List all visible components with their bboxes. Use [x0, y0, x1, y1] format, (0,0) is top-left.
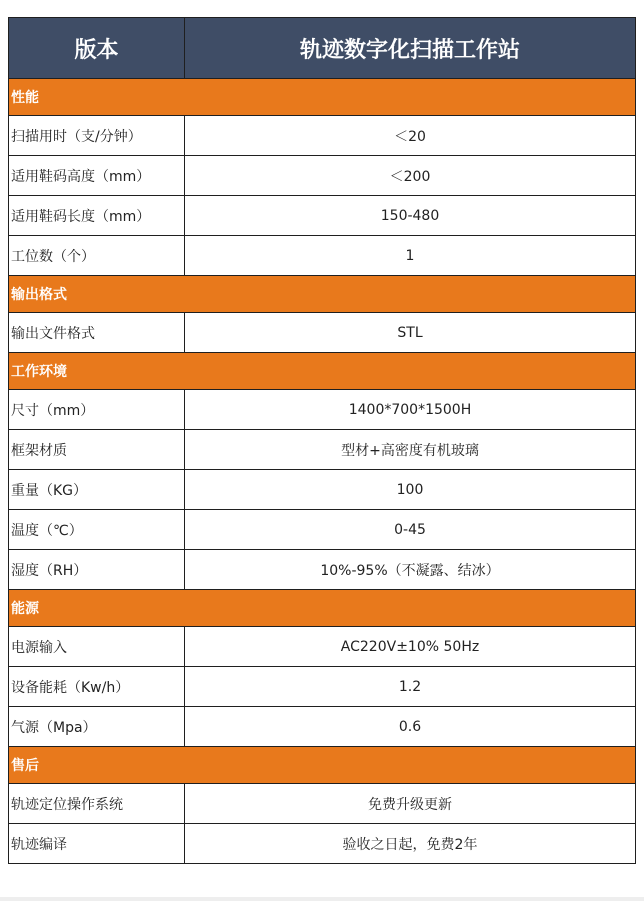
row-value: 150-480 — [185, 196, 636, 236]
row-label: 工位数（个） — [9, 236, 185, 276]
section-title: 性能 — [9, 79, 636, 116]
table-row — [9, 824, 636, 864]
row-value: 1400*700*1500H — [185, 390, 636, 430]
table-row — [9, 196, 636, 236]
row-value: ＜20 — [185, 116, 636, 156]
row-value: AC220V±10% 50Hz — [185, 627, 636, 667]
row-value: 10%-95%（不凝露、结冰） — [185, 550, 636, 590]
row-label: 湿度（RH） — [9, 550, 185, 590]
row-label: 温度（℃） — [9, 510, 185, 550]
table-row — [9, 430, 636, 470]
table-row — [9, 236, 636, 276]
row-value: 0-45 — [185, 510, 636, 550]
table-row — [9, 156, 636, 196]
row-value: 免费升级更新 — [185, 784, 636, 824]
row-label: 扫描用时（支/分钟） — [9, 116, 185, 156]
row-value: 100 — [185, 470, 636, 510]
section-row — [9, 353, 636, 390]
table-row — [9, 313, 636, 353]
page-bottom-divider — [0, 897, 644, 901]
row-label: 气源（Mpa） — [9, 707, 185, 747]
spec-table — [8, 17, 636, 864]
section-row — [9, 590, 636, 627]
header-version: 版本 — [9, 18, 185, 79]
table-row — [9, 470, 636, 510]
section-row — [9, 276, 636, 313]
row-value: STL — [185, 313, 636, 353]
section-row — [9, 747, 636, 784]
table-row — [9, 707, 636, 747]
table-row — [9, 784, 636, 824]
row-label: 适用鞋码高度（mm） — [9, 156, 185, 196]
row-label: 尺寸（mm） — [9, 390, 185, 430]
row-label: 框架材质 — [9, 430, 185, 470]
row-label: 轨迹编译 — [9, 824, 185, 864]
table-row — [9, 627, 636, 667]
section-title: 工作环境 — [9, 353, 636, 390]
row-label: 适用鞋码长度（mm） — [9, 196, 185, 236]
header-product: 轨迹数字化扫描工作站 — [185, 18, 636, 79]
table-row — [9, 667, 636, 707]
table-row — [9, 116, 636, 156]
section-row — [9, 79, 636, 116]
row-label: 电源输入 — [9, 627, 185, 667]
section-title: 能源 — [9, 590, 636, 627]
section-title: 输出格式 — [9, 276, 636, 313]
row-value: 验收之日起，免费2年 — [185, 824, 636, 864]
section-title: 售后 — [9, 747, 636, 784]
row-value: ＜200 — [185, 156, 636, 196]
table-row — [9, 550, 636, 590]
row-value: 型材+高密度有机玻璃 — [185, 430, 636, 470]
table-row — [9, 510, 636, 550]
table-row — [9, 390, 636, 430]
row-label: 输出文件格式 — [9, 313, 185, 353]
row-label: 设备能耗（Kw/h） — [9, 667, 185, 707]
row-label: 重量（KG） — [9, 470, 185, 510]
row-value: 1.2 — [185, 667, 636, 707]
row-label: 轨迹定位操作系统 — [9, 784, 185, 824]
table-header-row — [9, 18, 636, 79]
row-value: 0.6 — [185, 707, 636, 747]
row-value: 1 — [185, 236, 636, 276]
